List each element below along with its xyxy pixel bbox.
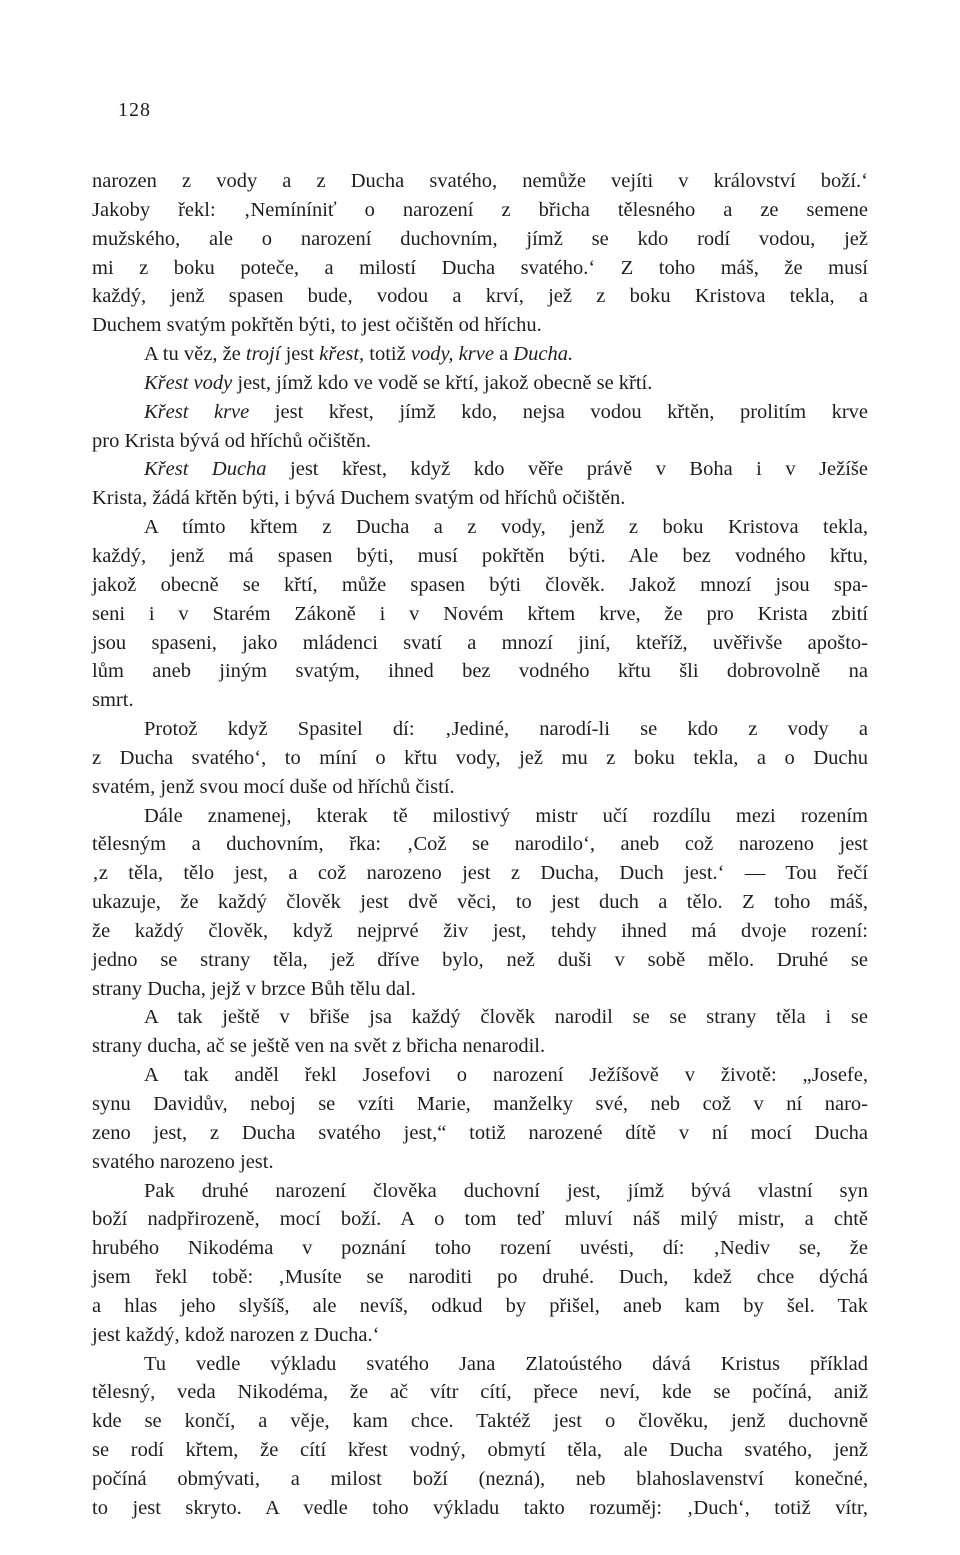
text-line: zeno jest, z Ducha svatého jest,“ totiž narozené dítě v ní mocí Ducha — [92, 1121, 868, 1144]
text-line: z Ducha svatého‘, to míní o křtu vody, jež mu z boku tekla, a o Duchu — [92, 746, 868, 769]
text-line: to jest skryto. A vedle toho výkladu takto rozuměj: ‚Duch‘, totiž vítr, — [92, 1496, 868, 1519]
body-text — [92, 167, 868, 1523]
text-line: A tak anděl řekl Josefovi o narození Ježíšově v životě: „Josefe, — [144, 1064, 868, 1087]
text-line: A tímto křtem z Ducha a z vody, jenž z boku Kristova tekla, — [144, 516, 868, 539]
text-line: každý, jenž spasen bude, vodou a krví, jež z boku Kristova tekla, a — [92, 285, 868, 308]
text-line: lům aneb jiným svatým, ihned bez vodného křtu šli dobrovolně na — [92, 660, 868, 683]
text-segment: totiž — [364, 343, 411, 366]
text-line: tělesný, veda Nikodéma, že ač vítr cítí, přece neví, kde se počíná, aniž — [92, 1381, 868, 1404]
italic-term: Ducha. — [513, 343, 574, 366]
text-line: Duchem svatým pokřtěn býti, to jest očištěn od hříchu. — [92, 314, 542, 337]
text-line — [92, 398, 868, 427]
text-line: svatého narozeno jest. — [92, 1150, 274, 1173]
text-line: jsem řekl tobě: ‚Musíte se naroditi po druhé. Duch, kdež chce dýchá — [92, 1266, 868, 1289]
text-line: Protož když Spasitel dí: ‚Jediné, narodí-li se kdo z vody a — [144, 718, 868, 741]
italic-term: Křest krve — [144, 400, 250, 423]
text-line: synu Davidův, neboj se vzíti Marie, manželky své, neb což v ní naro- — [92, 1093, 868, 1115]
text-line: se rodí křtem, že cítí křest vodný, obmytí těla, ale Ducha svatého, jenž — [92, 1439, 868, 1462]
text-line — [92, 340, 868, 369]
text-line: kde se končí, a věje, kam chce. Taktéž jest o člověku, jenž duchovně — [92, 1410, 868, 1433]
text-line: jest každý, kdož narozen z Ducha.‘ — [92, 1323, 380, 1346]
italic-term: vody, krve — [410, 343, 494, 366]
italic-term: křest, — [319, 343, 365, 366]
text-line: že každý člověk, když nejprvé živ jest, tehdy ihned má dvoje rození: — [92, 919, 868, 942]
text-line: Dále znamenej, kterak tě milostivý mistr učí rozdílu mezi rozením — [144, 804, 868, 827]
text-line: mužského, ale o narození duchovním, jímž se kdo rodí vodou, jež — [92, 227, 868, 250]
italic-term: Křest vody — [144, 371, 233, 394]
text-segment: jest křest, když kdo věře právě v Boha i v Ježíše — [266, 458, 869, 481]
text-line — [92, 455, 868, 484]
italic-term: Křest Ducha — [144, 458, 267, 481]
text-line: Pak druhé narození člověka duchovní jest, jímž bývá vlastní syn — [144, 1179, 868, 1202]
text-line: mi z boku poteče, a milostí Ducha svatého.‘ Z toho máš, že musí — [92, 256, 868, 279]
text-line: Krista, žádá křtěn býti, i bývá Duchem svatým od hříchů očištěn. — [92, 487, 626, 510]
text-line — [92, 369, 868, 398]
italic-term: trojí — [245, 343, 281, 366]
text-segment: A tu věz, že — [144, 343, 246, 366]
text-line: seni i v Starém Zákoně i v Novém křtem krve, že pro Krista zbití — [92, 602, 868, 625]
text-line: narozen z vody a z Ducha svatého, nemůže vejíti v království boží.‘ — [92, 170, 868, 192]
text-line: ‚z těla, tělo jest, a což narozeno jest z Ducha, Duch jest.‘ — Tou řečí — [92, 862, 868, 885]
page-number: 128 — [118, 99, 151, 121]
text-line: každý, jenž má spasen býti, musí pokřtěn býti. Ale bez vodného křtu, — [92, 544, 868, 567]
text-line: tělesným a duchovním, řka: ‚Což se narodilo‘, aneb což narozeno jest — [92, 833, 868, 856]
text-line: jakož obecně se křtí, může spasen býti člověk. Jakož mnozí jsou spa- — [92, 573, 868, 596]
text-line: strany Ducha, jejž v brzce Bůh tělu dal. — [92, 977, 416, 1000]
text-line: jedno se strany těla, jež dříve bylo, než duši v sobě mělo. Druhé se — [92, 948, 868, 971]
text-line: A tak ještě v břiše jsa každý člověk narodil se se strany těla i se — [144, 1006, 868, 1029]
text-line: a hlas jeho slyšíš, ale nevíš, odkud by přišel, aneb kam by šel. Tak — [92, 1294, 868, 1317]
text-line: smrt. — [92, 689, 134, 712]
text-line: Tu vedle výkladu svatého Jana Zlatoústého dává Kristus příklad — [144, 1352, 868, 1375]
text-line: hrubého Nikodéma v poznání toho rození uvésti, dí: ‚Nediv se, že — [92, 1237, 868, 1260]
text-line: strany ducha, ač se ještě ven na svět z břicha nenarodil. — [92, 1035, 546, 1058]
text-line: ukazuje, že každý člověk jest dvě věci, to jest duch a tělo. Z toho máš, — [92, 891, 868, 914]
text-line: boží nadpřirozeně, mocí boží. A o tom teď mluví náš milý mistr, a chtě — [92, 1208, 868, 1231]
text-line: pro Krista bývá od hříchů očištěn. — [92, 429, 371, 452]
text-line: jsou spaseni, jako mládenci svatí a mnozí jiní, kteříž, uvěřivše apošto- — [92, 631, 868, 654]
text-segment: jest křest, jímž kdo, nejsa vodou křtěn, prolitím krve — [249, 400, 868, 423]
text-segment: a — [493, 343, 514, 366]
text-segment: jest — [280, 343, 320, 366]
text-line: svatém, jenž svou mocí duše od hříchů čistí. — [92, 775, 455, 798]
text-segment: jest, jímž kdo ve vodě se křtí, jakož obecně se křtí. — [232, 371, 653, 394]
text-line: počíná obmývati, a milost boží (nezná), neb blahoslavenství konečné, — [92, 1467, 868, 1490]
text-line: Jakoby řekl: ‚Nemíníniť o narození z břicha tělesného a ze semene — [92, 198, 868, 221]
